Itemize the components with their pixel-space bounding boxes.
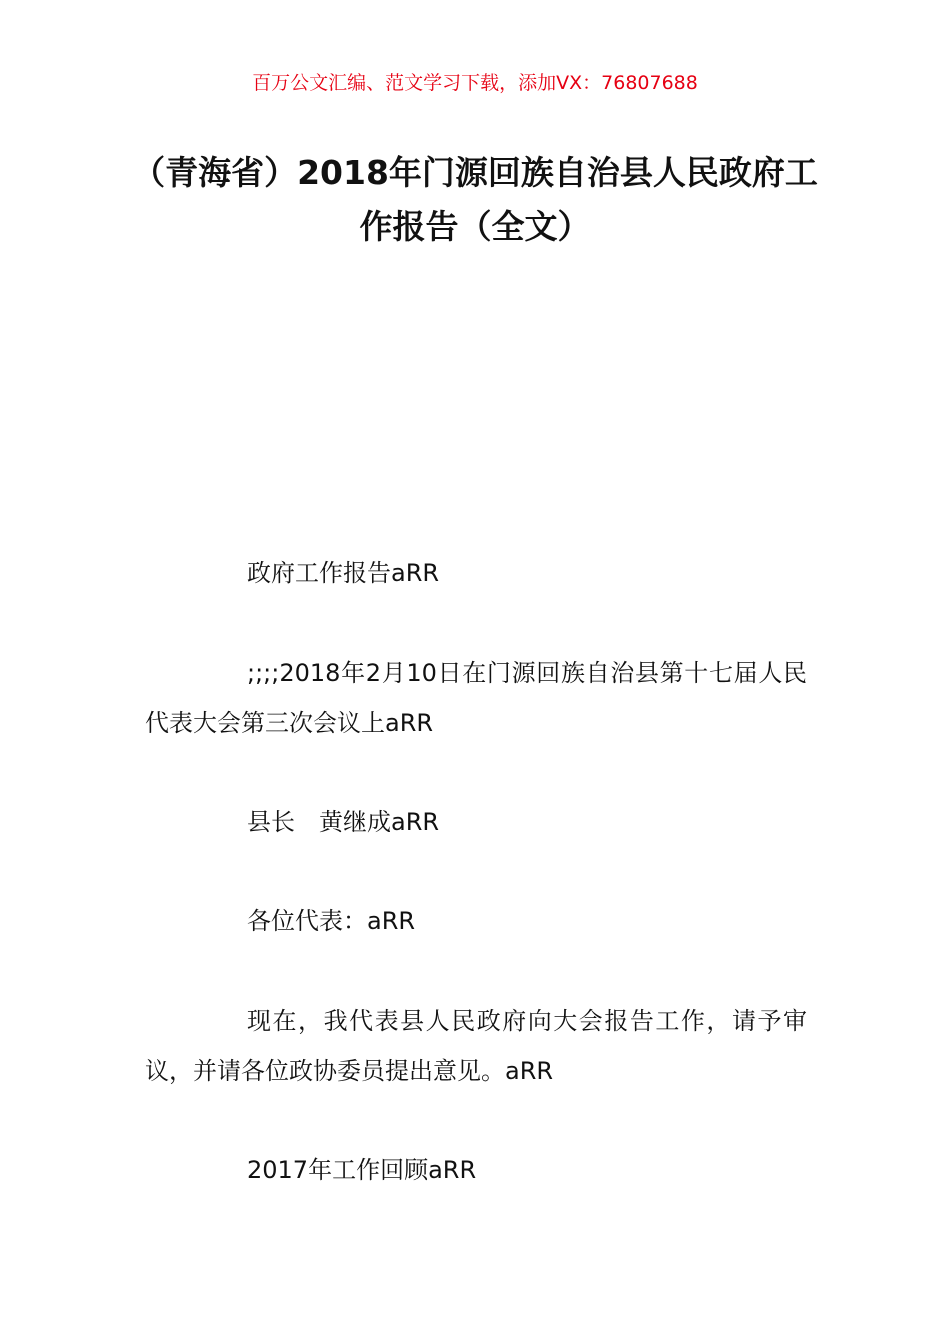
document-title: （青海省）2018年门源回族自治县人民政府工作报告（全文）	[132, 153, 818, 246]
paragraph-report-label: 政府工作报告aRR	[247, 559, 440, 587]
paragraph-intro: 现在，我代表县人民政府向大会报告工作，请予审议，并请各位政协委员提出意见。aRR	[145, 1007, 807, 1085]
paragraph-section-heading: 2017年工作回顾aRR	[247, 1156, 477, 1184]
paragraph-meeting-info: ;;;;2018年2月10日在门源回族自治县第十七届人民代表大会第三次会议上aRR	[145, 659, 807, 737]
paragraph-salutation: 各位代表：aRR	[247, 907, 416, 935]
promo-header-note: 百万公文汇编、范文学习下载，添加VX：76807688	[252, 72, 698, 94]
paragraph-speaker: 县长 黄继成aRR	[247, 808, 440, 836]
